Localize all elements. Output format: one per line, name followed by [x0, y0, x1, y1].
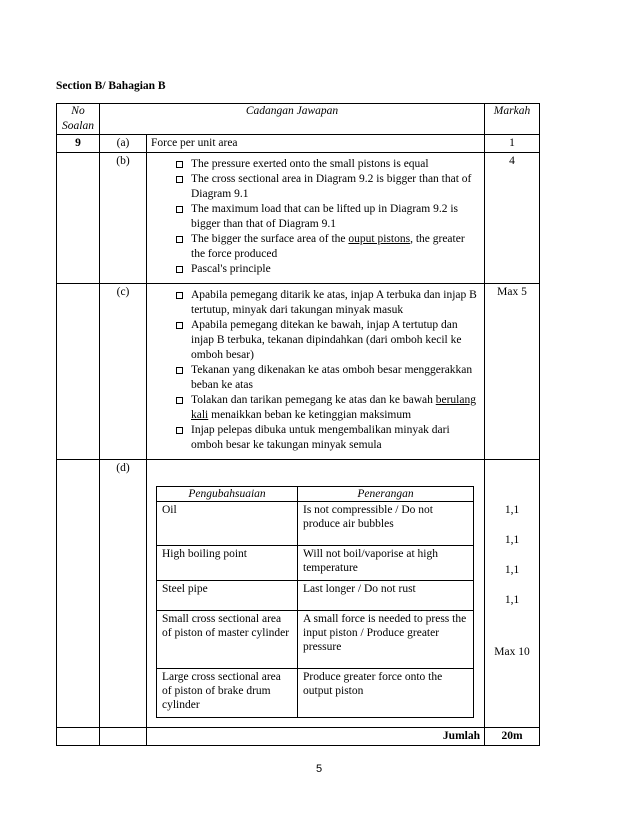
part-label: (b) [100, 153, 147, 284]
header-answer: Cadangan Jawapan [100, 104, 485, 135]
answer-scheme-table [56, 103, 540, 746]
part-d-answer [147, 460, 485, 728]
total-label: Jumlah [147, 728, 485, 746]
underlined-text: berulang kali [191, 394, 476, 421]
table-row: High boiling point Will not boil/vaporise at high temperature [157, 546, 474, 581]
bullet-point: The cross sectional area in Diagram 9.2 is bigger than that of Diagram 9.1 [191, 172, 480, 202]
bullet-point: Pascal's principle [191, 262, 480, 277]
bullet-point: The pressure exerted onto the small pistons is equal [191, 157, 480, 172]
part-c-mark: Max 5 [485, 284, 540, 460]
mark-value: 1,1 [504, 534, 520, 546]
part-b-answer [147, 153, 485, 284]
part-c-points [151, 288, 480, 453]
total-value: 20m [485, 728, 540, 746]
mark-value: 1,1 [504, 504, 520, 516]
question-number: 9 [57, 135, 100, 153]
part-c-answer [147, 284, 485, 460]
section-title: Section B/ Bahagian B [56, 80, 166, 92]
header-row [57, 104, 540, 135]
bullet-point: Apabila pemegang ditarik ke atas, injap A terbuka dan injap B tertutup, minyak dari takungan minyak masuk [191, 288, 480, 318]
max-mark: Max 10 [494, 646, 530, 658]
part-a-mark: 1 [485, 135, 540, 153]
bullet-point: Tekanan yang dikenakan ke atas omboh besar menggerakkan beban ke atas [191, 363, 480, 393]
part-label: (a) [100, 135, 147, 153]
part-b-mark: 4 [485, 153, 540, 284]
part-b-points [151, 157, 480, 277]
table-row: Steel pipe Last longer / Do not rust [157, 581, 474, 611]
modification-table [156, 486, 474, 718]
part-d-marks [485, 460, 540, 728]
row-part-a [57, 135, 540, 153]
table-row: Small cross sectional area of piston of master cylinder A small force is needed to press the input piston / Produce greater pressure [157, 611, 474, 669]
mark-value: 1,1 [504, 594, 520, 606]
header-explanation: Penerangan [298, 487, 474, 502]
bullet-point: Tolakan dan tarikan pemegang ke atas dan ke bawah berulang kali menaikkan beban ke ketinggian maksimum [191, 393, 480, 423]
table-row: Large cross sectional area of piston of brake drum cylinder Produce greater force onto the output piston [157, 669, 474, 718]
header-mark: Markah [485, 104, 540, 135]
bullet-point: The maximum load that can be lifted up in Diagram 9.2 is bigger than that of Diagram 9.1 [191, 202, 480, 232]
page-number: 5 [315, 763, 323, 775]
bullet-point: Injap pelepas dibuka untuk mengembalikan minyak dari omboh besar ke takungan minyak semula [191, 423, 480, 453]
header-no: No Soalan [57, 104, 100, 135]
part-label: (c) [100, 284, 147, 460]
header-modification: Pengubahsuaian [157, 487, 298, 502]
table-row: Oil Is not compressible / Do not produce air bubbles [157, 502, 474, 546]
bullet-point: Apabila pemegang ditekan ke bawah, injap A tertutup dan injap B terbuka, tekanan dipindahkan (dari omboh kecil ke omboh besar) [191, 318, 480, 363]
row-part-b [57, 153, 540, 284]
bullet-point: The bigger the surface area of the ouput pistons, the greater the force produced [191, 232, 480, 262]
row-part-c [57, 284, 540, 460]
underlined-text: ouput pistons [348, 233, 411, 245]
total-row [57, 728, 540, 746]
mark-value: 1,1 [504, 564, 520, 576]
row-part-d [57, 460, 540, 728]
part-a-answer: Force per unit area [147, 135, 485, 153]
part-label: (d) [100, 460, 147, 728]
